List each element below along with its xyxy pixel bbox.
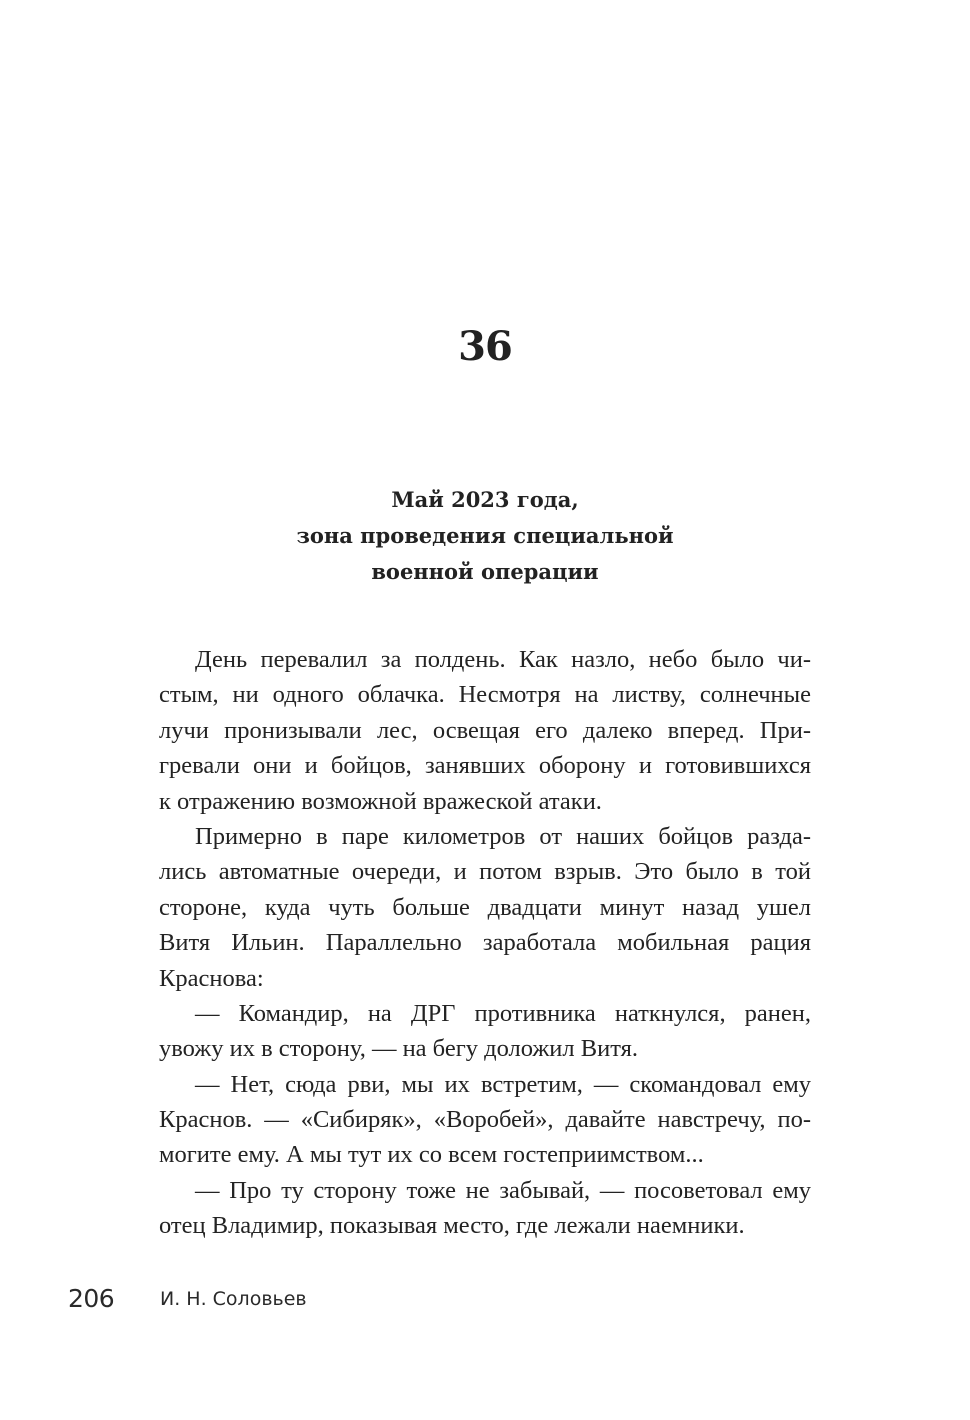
text-line: лись автоматные очереди, и потом взрыв. Это было в той: [159, 858, 811, 886]
text-line: — Про ту сторону тоже не забывай, — посоветовал ему: [195, 1176, 811, 1204]
body-text: [159, 642, 811, 1244]
text-line: Витя Ильин. Параллельно заработала мобильная рация: [159, 929, 811, 957]
text-line: отец Владимир, показывая место, где лежали наемники.: [159, 1212, 745, 1240]
subtitle-line: военной операции: [371, 559, 599, 584]
page-footer: [68, 1284, 307, 1313]
chapter-number: 36: [458, 323, 512, 370]
page-number: 206: [68, 1284, 115, 1313]
text-line: к отражению возможной вражеской атаки.: [159, 787, 602, 815]
text-line: могите ему. А мы тут их со всем гостеприимством...: [159, 1141, 704, 1169]
text-line: — Нет, сюда рви, мы их встретим, — скомандовал ему: [195, 1070, 811, 1098]
text-line: стым, ни одного облачка. Несмотря на листву, солнечные: [159, 681, 811, 709]
text-line: Краснов. — «Сибиряк», «Воробей», давайте навстречу, по-: [159, 1106, 811, 1134]
subtitle-line: Май 2023 года,: [391, 487, 579, 512]
paragraph: [159, 819, 811, 996]
chapter-subtitle: [0, 482, 970, 590]
text-line: гревали они и бойцов, занявших оборону и готовившихся: [159, 752, 811, 780]
paragraph: [159, 642, 811, 819]
text-line: лучи пронизывали лес, освещая его далеко вперед. При-: [159, 716, 811, 744]
paragraph: [159, 1173, 811, 1244]
text-line: — Командир, на ДРГ противника наткнулся, ранен,: [195, 999, 811, 1027]
text-line: Краснова:: [159, 964, 264, 992]
text-line: День перевалил за полдень. Как назло, небо было чи-: [195, 646, 811, 673]
text-line: увожу их в сторону, — на бегу доложил Витя.: [159, 1035, 638, 1063]
running-author: И. Н. Соловьев: [160, 1288, 307, 1310]
text-line: стороне, куда чуть больше двадцати минут назад ушел: [159, 893, 811, 921]
paragraph: [159, 996, 811, 1067]
paragraph: [159, 1067, 811, 1173]
subtitle-line: зона проведения специальной: [296, 523, 674, 548]
text-line: Примерно в паре километров от наших бойцов разда-: [195, 822, 811, 850]
